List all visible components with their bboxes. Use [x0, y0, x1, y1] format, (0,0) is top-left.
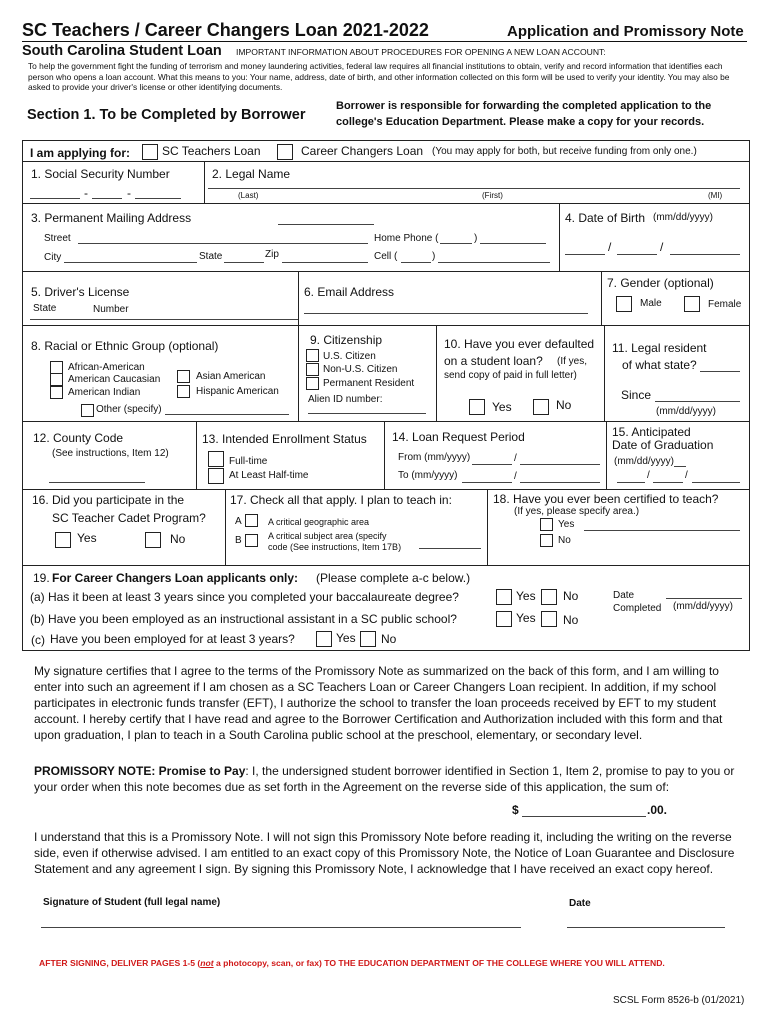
ethnic-label: 8. Racial or Ethnic Group (optional): [31, 339, 219, 353]
subject-line2: code (See instructions, Item 17B): [268, 542, 402, 552]
other-checkbox[interactable]: [81, 404, 94, 417]
row-rule-4: [22, 325, 749, 326]
section-note-line2: college's Education Department. Please make a copy for your records.: [336, 116, 705, 128]
career-changers-label: Career Changers Loan: [301, 144, 424, 158]
cell-close: ): [432, 251, 436, 262]
cadet-no-checkbox[interactable]: [145, 532, 161, 548]
amount-cents: .00.: [647, 803, 668, 817]
row-rule-7: [22, 565, 749, 566]
col-rule-7: [604, 325, 605, 421]
caucasian-label: American Caucasian: [68, 374, 161, 385]
col-rule-2: [559, 203, 560, 271]
option-a: A: [235, 516, 242, 527]
ssn-part1[interactable]: [30, 198, 80, 199]
row-rule-3: [22, 271, 749, 272]
col-rule-10: [606, 421, 607, 489]
row-rule-5: [22, 421, 749, 422]
geo-checkbox[interactable]: [245, 514, 258, 527]
q19c-no-checkbox[interactable]: [360, 631, 376, 647]
us-citizen-checkbox[interactable]: [306, 349, 319, 362]
certified-area-field[interactable]: [584, 530, 740, 531]
form-id: SCSL Form 8526-b (01/2021): [613, 995, 745, 1006]
city-label: City: [44, 252, 62, 263]
row-rule-1: [22, 161, 749, 162]
col-rule-5: [298, 325, 299, 421]
date-completed-format: (mm/dd/yyyy): [673, 601, 733, 612]
dob-label: 4. Date of Birth: [565, 211, 646, 225]
certified-note: (If yes, please specify area.): [514, 506, 640, 517]
county-note: (See instructions, Item 12): [52, 448, 169, 459]
dob-format: (mm/dd/yyyy): [653, 212, 713, 223]
dl-field[interactable]: [30, 319, 298, 320]
promissory-title: PROMISSORY NOTE: Promise to Pay: [34, 764, 246, 778]
grad-month[interactable]: [617, 482, 645, 483]
defaulted-no-checkbox[interactable]: [533, 399, 549, 415]
last-caption: (Last): [238, 191, 259, 200]
dob-slash1: /: [608, 240, 612, 254]
col-rule-6: [436, 325, 437, 421]
to-slash: /: [514, 471, 517, 482]
q19a-yes-label: Yes: [516, 589, 536, 603]
subject-line1: A critical subject area (specify: [268, 531, 387, 541]
home-phone-area[interactable]: [440, 243, 472, 244]
ssn-part2[interactable]: [92, 198, 122, 199]
street-label: Street: [44, 233, 71, 244]
legal-name-field[interactable]: [208, 188, 740, 189]
fulltime-checkbox[interactable]: [208, 451, 224, 467]
indian-label: American Indian: [68, 387, 141, 398]
since-field[interactable]: [655, 401, 740, 402]
dob-slash2: /: [660, 240, 664, 254]
state-field[interactable]: [224, 262, 264, 263]
dob-day[interactable]: [617, 254, 657, 255]
ssn-part3[interactable]: [135, 198, 181, 199]
certified-yes-checkbox[interactable]: [540, 518, 553, 531]
alien-id-label: Alien ID number:: [308, 394, 383, 405]
subject-code-field[interactable]: [419, 548, 481, 549]
grad-slash1: /: [647, 470, 650, 481]
q19b-no-label: No: [563, 613, 579, 627]
row-rule-6: [22, 489, 749, 490]
certified-yes-label: Yes: [558, 519, 575, 530]
county-field[interactable]: [49, 482, 145, 483]
resident-line2: of what state?: [622, 358, 697, 372]
col-rule-12: [487, 489, 488, 565]
col-rule-3: [298, 271, 299, 325]
address-label: 3. Permanent Mailing Address: [31, 211, 192, 225]
col-rule-1: [204, 161, 205, 203]
cell-label: Cell (: [374, 251, 398, 262]
date-completed-field[interactable]: [666, 598, 742, 599]
dl-number-label: Number: [93, 304, 129, 315]
fulltime-label: Full-time: [229, 456, 268, 467]
deliver-post: a photocopy, scan, or fax) TO THE EDUCATION DEPARTMENT OF THE COLLEGE WHERE YOU WILL ATTEND.: [213, 958, 665, 968]
applying-label: I am applying for:: [30, 146, 131, 160]
email-field[interactable]: [304, 313, 588, 314]
citizenship-label: 9. Citizenship: [310, 333, 383, 347]
sc-teachers-checkbox[interactable]: [142, 144, 158, 160]
cell-field[interactable]: [438, 262, 550, 263]
zip-label: Zip: [265, 249, 279, 260]
q19b-yes-checkbox[interactable]: [496, 611, 512, 627]
col-rule-11: [225, 489, 226, 565]
subject-checkbox[interactable]: [245, 534, 258, 547]
grad-line2: Date of Graduation: [612, 438, 714, 452]
q19-number: 19.: [33, 571, 50, 585]
certified-no-checkbox[interactable]: [540, 534, 553, 547]
gender-label: 7. Gender (optional): [607, 276, 714, 290]
certified-no-label: No: [558, 535, 571, 546]
cadet-yes-checkbox[interactable]: [55, 532, 71, 548]
loan-period-label: 14. Loan Request Period: [392, 430, 525, 444]
grad-slash2: /: [685, 470, 688, 481]
dob-year[interactable]: [670, 254, 740, 255]
hispanic-checkbox[interactable]: [177, 385, 190, 398]
asian-label: Asian American: [196, 371, 266, 382]
perm-res-checkbox[interactable]: [306, 377, 319, 390]
q19b-yes-label: Yes: [516, 611, 536, 625]
q19c-text: Have you been employed for at least 3 years?: [50, 632, 295, 646]
q19c-yes-checkbox[interactable]: [316, 631, 332, 647]
home-phone-label: Home Phone (: [374, 233, 439, 244]
defaulted-yes-label: Yes: [492, 400, 512, 414]
col-rule-8: [196, 421, 197, 489]
asian-checkbox[interactable]: [177, 370, 190, 383]
resident-line1: 11. Legal resident: [612, 341, 707, 355]
section-note-line1: Borrower is responsible for forwarding the completed application to the: [336, 100, 712, 112]
caucasian-checkbox[interactable]: [50, 373, 63, 386]
q19a-text: (a) Has it been at least 3 years since you completed your baccalaureate degree?: [30, 590, 459, 604]
hispanic-label: Hispanic American: [196, 386, 279, 397]
teach-in-label: 17. Check all that apply. I plan to teach in:: [230, 493, 452, 507]
dl-state-label: State: [33, 303, 57, 314]
cell-area[interactable]: [401, 262, 431, 263]
q19b-text: (b) Have you been employed as an instructional assistant in a SC public school?: [30, 612, 457, 626]
from-slash: /: [514, 453, 517, 464]
female-label: Female: [708, 299, 742, 310]
since-label: Since: [621, 388, 652, 402]
q19a-no-label: No: [563, 589, 579, 603]
to-label: To (mm/yyyy): [398, 470, 458, 481]
deliver-pre: AFTER SIGNING, DELIVER PAGES 1-5 (: [39, 958, 201, 968]
male-label: Male: [640, 298, 662, 309]
city-field[interactable]: [64, 262, 197, 263]
cadet-line2: SC Teacher Cadet Program?: [52, 511, 206, 525]
deliver-not: not: [200, 958, 214, 968]
enrollment-label: 13. Intended Enrollment Status: [202, 432, 367, 446]
defaulted-line1: 10. Have you ever defaulted: [444, 337, 595, 351]
county-label: 12. County Code: [33, 431, 124, 445]
female-checkbox[interactable]: [684, 296, 700, 312]
defaulted-no-label: No: [556, 398, 572, 412]
q19-note: (Please complete a-c below.): [316, 571, 471, 585]
cadet-no-label: No: [170, 532, 186, 546]
sc-teachers-label: SC Teachers Loan: [162, 144, 261, 158]
alien-id-field[interactable]: [308, 413, 426, 414]
signature-date-field[interactable]: [567, 927, 725, 928]
address-extra-field[interactable]: [278, 224, 374, 225]
col-rule-9: [384, 421, 385, 489]
promissory-text: : I, the undersigned student borrower identified in Section 1, Item 2, promise to pay to you or your order when this note becomes due as set forth in the Agreement on the reverse side of this application, the sum of:: [34, 764, 735, 794]
non-us-checkbox[interactable]: [306, 363, 319, 376]
mi-caption: (MI): [708, 191, 723, 200]
q19a-yes-checkbox[interactable]: [496, 589, 512, 605]
col-rule-4: [601, 271, 602, 325]
section-title: Section 1. To be Completed by Borrower: [27, 107, 306, 123]
q19b-no-checkbox[interactable]: [541, 611, 557, 627]
other-field[interactable]: [165, 414, 289, 415]
defaulted-yes-checkbox[interactable]: [469, 399, 485, 415]
perm-res-label: Permanent Resident: [323, 378, 415, 389]
defaulted-line2: on a student loan?: [444, 354, 543, 368]
notice-text: To help the government fight the funding of terrorism and money laundering activities, federal law requires all financial institutions to obtain, verify and record information that identifies each person who opens a loan account. What this means to you: Your name, address, date of birth, and other information collected on this form will be used to verify your identity. You may also be asked to provide your driver's license or other identifying documents.: [28, 61, 730, 92]
defaulted-line3: send copy of paid in full letter): [444, 370, 577, 381]
from-month[interactable]: [472, 464, 512, 465]
date-completed-line1: Date: [613, 590, 635, 601]
to-month[interactable]: [462, 482, 512, 483]
agreement-paragraph: My signature certifies that I agree to the terms of the Promissory Note as summarized on the back of this form, and I am willing to enter into such an agreement if I am chosen as a SC Teachers Loan or Career Changers Loan recipient. In addition, if my school participates in electronic funds transfer (EFT), I authorize the school to transfer the loan proceeds received by EFT to my student account. I hereby certify that I have read and agree to the Borrower Certification and Authorization included with this form and that upon graduation, I plan to teach in a South Carolina public school at the preschool, elementary, or secondary level.: [34, 664, 723, 742]
since-format: (mm/dd/yyyy): [656, 406, 716, 417]
career-changers-checkbox[interactable]: [277, 144, 293, 160]
legal-name-label: 2. Legal Name: [212, 167, 291, 181]
other-label: Other (specify): [96, 404, 162, 415]
ssn-sep2: -: [127, 186, 131, 200]
home-phone-close: ): [474, 233, 478, 244]
applying-note: (You may apply for both, but receive funding from only one.): [432, 146, 697, 157]
us-citizen-label: U.S. Citizen: [323, 351, 376, 362]
q19c-yes-label: Yes: [336, 631, 356, 645]
grad-format: (mm/dd/yyyy): [614, 456, 674, 467]
halftime-checkbox[interactable]: [208, 468, 224, 484]
row-rule-2: [22, 203, 749, 204]
signature-label: Signature of Student (full legal name): [43, 897, 221, 908]
email-label: 6. Email Address: [304, 285, 395, 299]
grad-field-a[interactable]: [674, 466, 686, 467]
signature-field[interactable]: [41, 927, 521, 928]
home-phone-field[interactable]: [480, 243, 546, 244]
acknowledgement-paragraph: I understand that this is a Promissory Note. I will not sign this Promissory Note before reading it, including the writing on the reverse side, even if otherwise advised. I am entitled to an exact copy of this Promissory Note, the Notice of Loan Guarantee and Disclosure Statement and any agreement I sign. By signing this Promissory Note, I acknowledge that I have received an exact copy hereof.: [34, 830, 735, 876]
zip-field[interactable]: [282, 262, 368, 263]
deliver-instructions: [39, 958, 665, 968]
cadet-yes-label: Yes: [77, 531, 97, 545]
date-label: Date: [569, 898, 591, 909]
state-label: State: [199, 251, 223, 262]
street-field[interactable]: [78, 243, 368, 244]
date-completed-line2: Completed: [613, 603, 662, 614]
header-rule: [22, 41, 747, 42]
from-year[interactable]: [520, 464, 600, 465]
option-b: B: [235, 535, 242, 546]
geo-label: A critical geographic area: [268, 517, 370, 527]
q19c-prefix: (c): [31, 633, 45, 647]
male-checkbox[interactable]: [616, 296, 632, 312]
indian-checkbox[interactable]: [50, 386, 63, 399]
to-year[interactable]: [520, 482, 600, 483]
amount-field[interactable]: [522, 816, 646, 817]
promissory-paragraph: [34, 763, 746, 795]
q19c-no-label: No: [381, 632, 397, 646]
q19-title: For Career Changers Loan applicants only:: [52, 571, 299, 585]
african-label: African-American: [68, 362, 145, 373]
grad-line1: 15. Anticipated: [612, 425, 691, 439]
from-label: From (mm/yyyy): [398, 452, 471, 463]
grad-year[interactable]: [692, 482, 740, 483]
ssn-sep1: -: [84, 186, 88, 200]
grad-day[interactable]: [653, 482, 683, 483]
ssn-label: 1. Social Security Number: [31, 167, 170, 181]
halftime-label: At Least Half-time: [229, 470, 309, 481]
q19a-no-checkbox[interactable]: [541, 589, 557, 605]
form-title: SC Teachers / Career Changers Loan 2021-2022: [22, 20, 429, 40]
cadet-line1: 16. Did you participate in the: [32, 493, 185, 507]
resident-state-field[interactable]: [700, 371, 740, 372]
drivers-license-label: 5. Driver's License: [31, 285, 130, 299]
form-right-title: Application and Promissory Note: [507, 23, 744, 40]
notice-title: IMPORTANT INFORMATION ABOUT PROCEDURES FOR OPENING A NEW LOAN ACCOUNT:: [236, 47, 606, 57]
first-caption: (First): [482, 191, 503, 200]
dollar-sign: $: [512, 803, 519, 817]
non-us-label: Non-U.S. Citizen: [323, 364, 398, 375]
defaulted-if: (If yes,: [557, 356, 588, 367]
dob-month[interactable]: [565, 254, 605, 255]
certified-label: 18. Have you ever been certified to teach?: [493, 492, 719, 506]
form-subtitle: South Carolina Student Loan: [22, 43, 222, 59]
